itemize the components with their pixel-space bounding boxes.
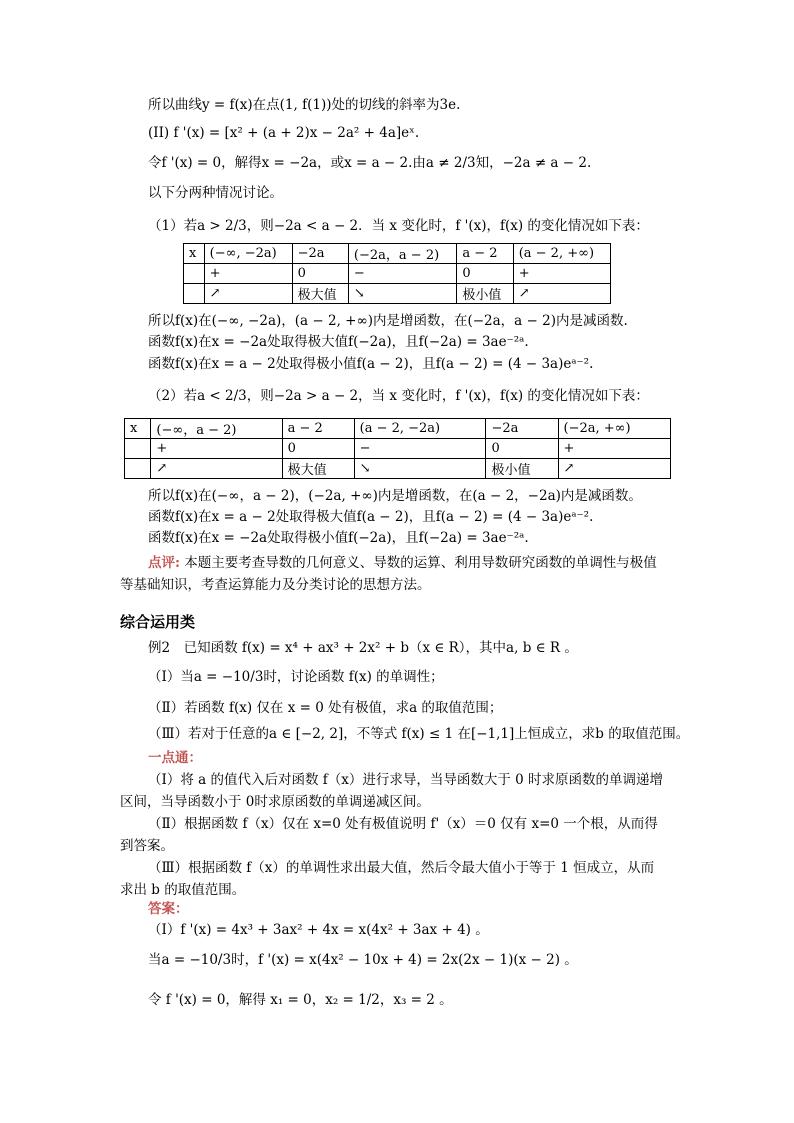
text-line: 等基础知识，考查运算能力及分类讨论的思想方法。 [120,577,431,593]
table-cell: a − 2 [282,419,354,439]
hint-2: （Ⅱ）根据函数 f（x）仅在 x=0 处有极值说明 f'（x）＝0 仅有 x=0 一个根，从而得 [148,816,658,832]
table-cell: ↗ [558,459,670,479]
table-cell: 极大值 [292,284,348,304]
table-cell: (a − 2, +∞) [513,244,610,264]
table-cell: a − 2 [457,244,513,264]
text-line: 所以f(x)在(−∞, −2a)，(a − 2, +∞)内是增函数，在(−2a，a − 2)内是减函数. [148,313,628,329]
table-cell: −2a [486,419,558,439]
hint-1: （Ⅰ）将 a 的值代入后对函数 f（x）进行求导，当导函数大于 0 时求原函数的单调递增 [148,772,664,788]
question-1: （Ⅰ）当a = −10/3时，讨论函数 f(x) 的单调性； [148,669,444,685]
table-row [125,419,671,439]
case-2-heading: （2）若a < 2/3，则−2a > a − 2，当 x 变化时，f '(x)，f(x) 的变化情况如下表： [148,388,649,404]
variation-table-2 [124,418,671,479]
text-line: 函数f(x)在x = a − 2处取得极大值f(a − 2)，且f(a − 2) = (4 − 3a)eᵃ⁻². [148,509,594,525]
text-line: 令f '(x) = 0，解得x = −2a，或x = a − 2.由a ≠ 2/3知，−2a ≠ a − 2. [148,155,592,171]
table-cell [125,459,151,479]
table-cell: ↗ [204,284,292,304]
table-cell: − [354,439,486,459]
table-cell [125,439,151,459]
section-title: 综合运用类 [120,613,196,631]
case-1-heading: （1）若a > 2/3，则−2a < a − 2．当 x 变化时，f '(x)，f(x) 的变化情况如下表： [148,218,649,234]
table-cell: 极小值 [486,459,558,479]
example-statement: 例2 已知函数 f(x) = x⁴ + ax³ + 2x² + b（x ∈ R），其中a, b ∈ R 。 [148,640,578,656]
table-row [125,459,671,479]
answer-3: 令 f '(x) = 0，解得 x₁ = 0，x₂ = 1/2，x₃ = 2 。 [148,992,453,1008]
table-cell: ↗ [513,284,610,304]
table-cell: + [151,439,282,459]
table-cell: 0 [457,264,513,284]
table-cell: ↗ [151,459,282,479]
hint-2-cont: 到答案。 [120,838,174,854]
table-cell: x [125,419,151,439]
table-cell [184,284,205,304]
table-row [184,264,611,284]
text-line: 函数f(x)在x = −2a处取得极小值f(−2a)，且f(−2a) = 3ae⁻²ᵃ. [148,530,529,546]
text-line: 函数f(x)在x = −2a处取得极大值f(−2a)，且f(−2a) = 3ae⁻²ᵃ. [148,334,529,350]
table-cell [184,264,205,284]
table-cell: 0 [292,264,348,284]
text-line: (II) f '(x) = [x² + (a + 2)x − 2a² + 4a]eˣ. [148,125,420,141]
comment [148,553,657,573]
table-cell: (−∞，a − 2) [151,419,282,439]
table-cell: x [184,244,205,264]
table-cell: 0 [486,439,558,459]
hint-3: （Ⅲ）根据函数 f（x）的单调性求出最大值，然后令最大值小于等于 1 恒成立，从而 [148,860,655,876]
table-cell: + [558,439,670,459]
variation-table-1 [183,243,611,304]
question-3: （Ⅲ）若对于任意的a ∈ [−2, 2]，不等式 f(x) ≤ 1 在[−1,1]上恒成立，求b 的取值范围。 [148,726,690,742]
table-cell: (−2a，a − 2) [348,244,456,264]
hint-1-cont: 区间，当导函数小于 0时求原函数的单调递减区间。 [120,794,430,810]
answer-1: （Ⅰ）f '(x) = 4x³ + 3ax² + 4x = x(4x² + 3ax + 4) 。 [148,922,489,938]
comment-label: 点评: [148,555,180,571]
table-cell: ↘ [354,459,486,479]
answer-label: 答案： [148,901,189,917]
table-cell: 极小值 [457,284,513,304]
table-row [184,244,611,264]
comment-text: 本题主要考查导数的几何意义、导数的运算、利用导数研究函数的单调性与极值 [179,555,657,571]
text-line: 所以f(x)在(−∞，a − 2)，(−2a, +∞)内是增函数，在(a − 2，−2a)内是减函数。 [148,488,642,504]
question-2: （Ⅱ）若函数 f(x) 仅在 x = 0 处有极值，求a 的取值范围； [148,700,503,716]
table-row [184,284,611,304]
text-line: 函数f(x)在x = a − 2处取得极小值f(a − 2)，且f(a − 2) = (4 − 3a)eᵃ⁻². [148,356,594,372]
table-cell: −2a [292,244,348,264]
text-line: 以下分两种情况讨论。 [148,185,283,201]
table-cell: + [204,264,292,284]
hint-label: 一点通： [148,750,202,766]
table-cell: (−∞, −2a) [204,244,292,264]
table-cell: (−2a, +∞) [558,419,670,439]
table-row [125,439,671,459]
table-cell: − [348,264,456,284]
table-cell: 0 [282,439,354,459]
table-cell: ↘ [348,284,456,304]
hint-3-cont: 求出 b 的取值范围。 [120,882,246,898]
table-cell: + [513,264,610,284]
table-cell: 极大值 [282,459,354,479]
text-line: 所以曲线y = f(x)在点(1, f(1))处的切线的斜率为3e. [148,97,461,113]
answer-2: 当a = −10/3时，f '(x) = x(4x² − 10x + 4) = 2x(2x − 1)(x − 2) 。 [148,952,578,968]
table-cell: (a − 2, −2a) [354,419,486,439]
